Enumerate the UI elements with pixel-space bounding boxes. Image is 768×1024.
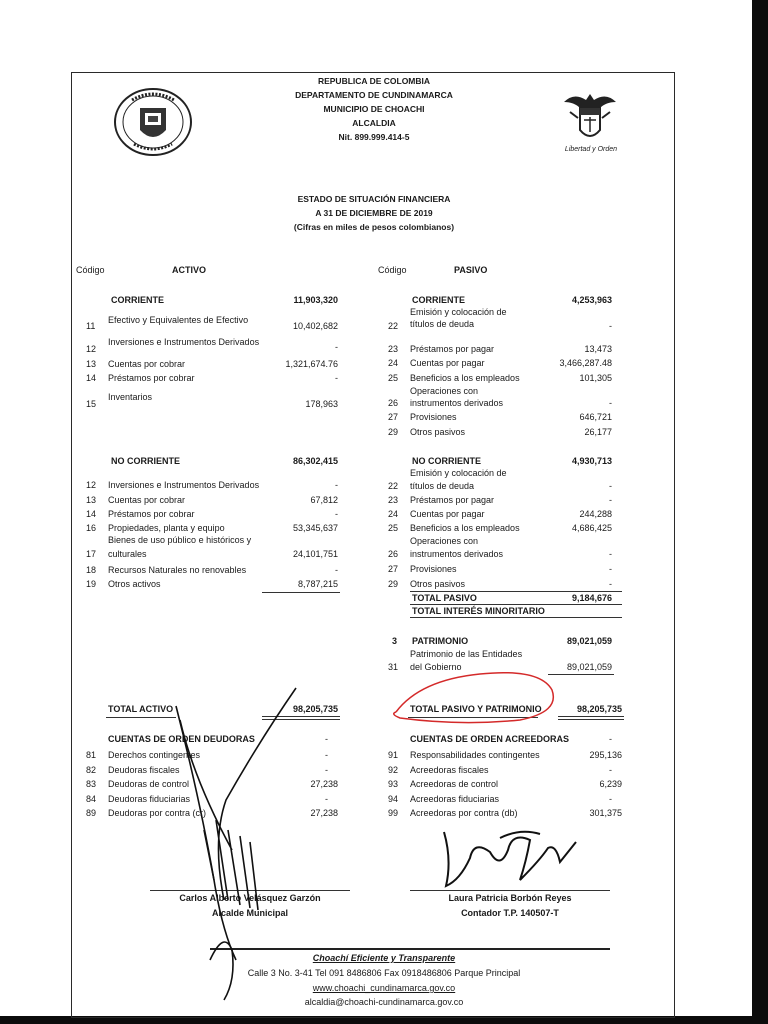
item-label: Recursos Naturales no renovables: [108, 565, 247, 575]
total-interes-minoritario-label: TOTAL INTERÉS MINORITARIO: [412, 606, 545, 616]
item-value: -: [325, 794, 328, 804]
item-value: 26,177: [584, 427, 612, 437]
code: 25: [388, 523, 399, 533]
code: 11: [86, 321, 96, 331]
item-label: Efectivo y Equivalentes de Efectivo: [108, 315, 249, 325]
item-label: Cuentas por pagar: [410, 509, 485, 519]
item-value: 3,466,287.48: [559, 358, 612, 368]
item-label: Beneficios a los empleados: [410, 373, 520, 383]
footer-address: Calle 3 No. 3-41 Tel 091 8486806 Fax 0918486806 Parque Principal: [247, 968, 521, 978]
orden-deudoras-total: -: [325, 734, 328, 744]
header-line-2: DEPARTAMENTO DE CUNDINAMARCA: [295, 90, 453, 100]
code: 19: [86, 579, 97, 589]
item-value: -: [325, 765, 328, 775]
orden-acreedoras-total: -: [609, 734, 612, 744]
report-title: ESTADO DE SITUACIÓN FINANCIERA: [297, 194, 451, 204]
code: 23: [388, 495, 399, 505]
activo-no-corriente-total: 86,302,415: [292, 456, 338, 466]
item-label-2: culturales: [108, 549, 147, 559]
code: 24: [388, 358, 399, 368]
code: 12: [86, 344, 97, 354]
item-value: -: [609, 564, 612, 574]
pasivo-corriente-label: CORRIENTE: [412, 295, 466, 305]
item-value: -: [335, 565, 338, 575]
item-value: 646,721: [579, 412, 612, 422]
patrimonio-label: PATRIMONIO: [412, 636, 469, 646]
code-header-left: Código: [76, 265, 105, 275]
item-value: 27,238: [310, 779, 338, 789]
code: 18: [86, 565, 97, 575]
red-ink-circle: [394, 673, 554, 723]
item-label: Cuentas por cobrar: [108, 359, 186, 369]
signer-left-role: Alcalde Municipal: [211, 908, 289, 918]
item-label: Provisiones: [410, 564, 457, 574]
item-label: Inversiones e Instrumentos Derivados: [108, 480, 260, 490]
code: 16: [86, 523, 97, 533]
item-label: Acreedoras de control: [410, 779, 499, 789]
item-value: -: [609, 398, 612, 408]
item-value: 27,238: [310, 808, 338, 818]
code: 24: [388, 509, 399, 519]
pasivo-no-corriente-total: 4,930,713: [571, 456, 612, 466]
code: 99: [388, 808, 399, 818]
item-value: 8,787,215: [297, 579, 338, 589]
item-label: Otros activos: [108, 579, 161, 589]
code: 29: [388, 427, 399, 437]
code: 84: [86, 794, 97, 804]
code: 13: [86, 495, 97, 505]
item-label: Inventarios: [108, 392, 153, 402]
item-value: 6,239: [599, 779, 622, 789]
code: 26: [388, 549, 399, 559]
code: 92: [388, 765, 399, 775]
report-units: (Cifras en miles de pesos colombianos): [293, 222, 455, 232]
item-value: -: [609, 549, 612, 559]
total-pasivo-patrimonio-value: 98,205,735: [576, 704, 622, 714]
activo-no-corriente-label: NO CORRIENTE: [111, 456, 181, 466]
item-value: -: [609, 794, 612, 804]
code: 27: [388, 412, 399, 422]
item-value: 295,136: [589, 750, 622, 760]
code: 26: [388, 398, 399, 408]
item-label: Préstamos por cobrar: [108, 509, 195, 519]
item-value: -: [335, 373, 338, 383]
item-value: -: [335, 509, 338, 519]
item-label: Bienes de uso público e históricos y: [108, 535, 252, 545]
code: 14: [86, 509, 97, 519]
signature-left: [176, 688, 296, 1000]
item-label-2: del Gobierno: [410, 662, 462, 672]
header-line-4: ALCALDIA: [352, 118, 396, 128]
item-label: Préstamos por pagar: [410, 495, 495, 505]
item-value: -: [609, 495, 612, 505]
item-label: Derechos contingentes: [108, 750, 201, 760]
total-pasivo-patrimonio-label: TOTAL PASIVO Y PATRIMONIO: [410, 704, 542, 714]
item-value: -: [609, 481, 612, 491]
signature-right: [444, 832, 576, 886]
report-date: A 31 DE DICIEMBRE DE 2019: [315, 208, 433, 218]
code: 12: [86, 480, 97, 490]
item-label: Propiedades, planta y equipo: [108, 523, 225, 533]
item-label: Cuentas por cobrar: [108, 495, 186, 505]
header-line-1: REPUBLICA DE COLOMBIA: [317, 76, 431, 86]
item-label: Préstamos por pagar: [410, 344, 495, 354]
pasivo-no-corriente-label: NO CORRIENTE: [412, 456, 482, 466]
code: 27: [388, 564, 399, 574]
item-value: -: [335, 342, 338, 352]
item-value: -: [609, 765, 612, 775]
total-activo-label: TOTAL ACTIVO: [108, 704, 174, 714]
orden-acreedoras-label: CUENTAS DE ORDEN ACREEDORAS: [410, 734, 570, 744]
pasivo-header: PASIVO: [454, 265, 488, 275]
item-value: 24,101,751: [292, 549, 338, 559]
item-label-2: instrumentos derivados: [410, 398, 504, 408]
footer-slogan: Choachí Eficiente y Transparente: [312, 953, 456, 963]
code: 15: [86, 399, 97, 409]
activo-header: ACTIVO: [172, 265, 207, 275]
activo-corriente-total: 11,903,320: [293, 295, 338, 305]
item-label: Emisión y colocación de: [410, 307, 507, 317]
item-value: 4,686,425: [571, 523, 612, 533]
code: 82: [86, 765, 97, 775]
item-label-2: títulos de deuda: [410, 319, 475, 329]
item-value: 53,345,637: [292, 523, 338, 533]
code: 31: [388, 662, 399, 672]
orden-deudoras-label: CUENTAS DE ORDEN DEUDORAS: [108, 734, 255, 744]
item-label: Deudoras de control: [108, 779, 190, 789]
item-label: Provisiones: [410, 412, 457, 422]
code: 83: [86, 779, 97, 789]
item-label-2: instrumentos derivados: [410, 549, 504, 559]
item-label: Beneficios a los empleados: [410, 523, 520, 533]
item-value: 244,288: [579, 509, 612, 519]
item-value: 10,402,682: [292, 321, 338, 331]
total-pasivo-value: 9,184,676: [571, 593, 612, 603]
item-label: Otros pasivos: [410, 579, 466, 589]
item-label-2: títulos de deuda: [410, 481, 475, 491]
total-activo-value: 98,205,735: [292, 704, 338, 714]
code: 81: [86, 750, 97, 760]
item-label: Acreedoras fiscales: [410, 765, 489, 775]
code: 23: [388, 344, 399, 354]
item-value: -: [335, 480, 338, 490]
footer-website-link[interactable]: www.choachi_cundinamarca.gov.co: [312, 983, 456, 993]
item-label: Deudoras fiscales: [108, 765, 180, 775]
code: 22: [388, 481, 399, 491]
item-value: 13,473: [584, 344, 612, 354]
item-value: -: [609, 579, 612, 589]
item-label: Otros pasivos: [410, 427, 466, 437]
item-value: 101,305: [579, 373, 612, 383]
code: 29: [388, 579, 399, 589]
footer-email-link[interactable]: alcaldia@choachi-cundinamarca.gov.co: [304, 997, 464, 1007]
item-value: 89,021,059: [566, 662, 612, 672]
item-label: Responsabilidades contingentes: [410, 750, 540, 760]
item-label: Préstamos por cobrar: [108, 373, 195, 383]
code: 14: [86, 373, 97, 383]
item-label: Acreedoras fiduciarias: [410, 794, 500, 804]
item-label: Operaciones con: [410, 536, 479, 546]
code: 93: [388, 779, 399, 789]
item-value: 178,963: [305, 399, 338, 409]
code: 22: [388, 321, 399, 331]
patrimonio-total: 89,021,059: [566, 636, 612, 646]
pasivo-corriente-total: 4,253,963: [571, 295, 612, 305]
item-label: Operaciones con: [410, 386, 479, 396]
code-header-right: Código: [378, 265, 407, 275]
item-value: -: [609, 321, 612, 331]
crest-caption: Libertad y Orden: [564, 146, 618, 153]
activo-corriente-label: CORRIENTE: [111, 295, 165, 305]
item-label: Deudoras por contra (cr): [108, 808, 207, 818]
code: 25: [388, 373, 399, 383]
code: 94: [388, 794, 399, 804]
item-value: 1,321,674.76: [285, 359, 338, 369]
header-line-3: MUNICIPIO DE CHOACHI: [323, 104, 425, 114]
item-label: Acreedoras por contra (db): [410, 808, 518, 818]
item-value: 67,812: [310, 495, 338, 505]
signer-left-name: Carlos Alberto Velásquez Garzón: [179, 893, 321, 903]
item-value: -: [325, 750, 328, 760]
item-label: Emisión y colocación de: [410, 468, 507, 478]
total-pasivo-label: TOTAL PASIVO: [412, 593, 477, 603]
signer-right-name: Laura Patricia Borbón Reyes: [448, 893, 572, 903]
item-value: 301,375: [589, 808, 622, 818]
header-nit: Nit. 899.999.414-5: [338, 132, 410, 142]
code: 17: [86, 549, 97, 559]
code: 3: [392, 636, 398, 646]
code: 91: [388, 750, 399, 760]
signer-right-role: Contador T.P. 140507-T: [461, 908, 559, 918]
item-label: Inversiones e Instrumentos Derivados: [108, 337, 260, 347]
item-label: Cuentas por pagar: [410, 358, 485, 368]
code: 13: [86, 359, 97, 369]
code: 89: [86, 808, 97, 818]
item-label: Patrimonio de las Entidades: [410, 649, 523, 659]
item-label: Deudoras fiduciarias: [108, 794, 191, 804]
